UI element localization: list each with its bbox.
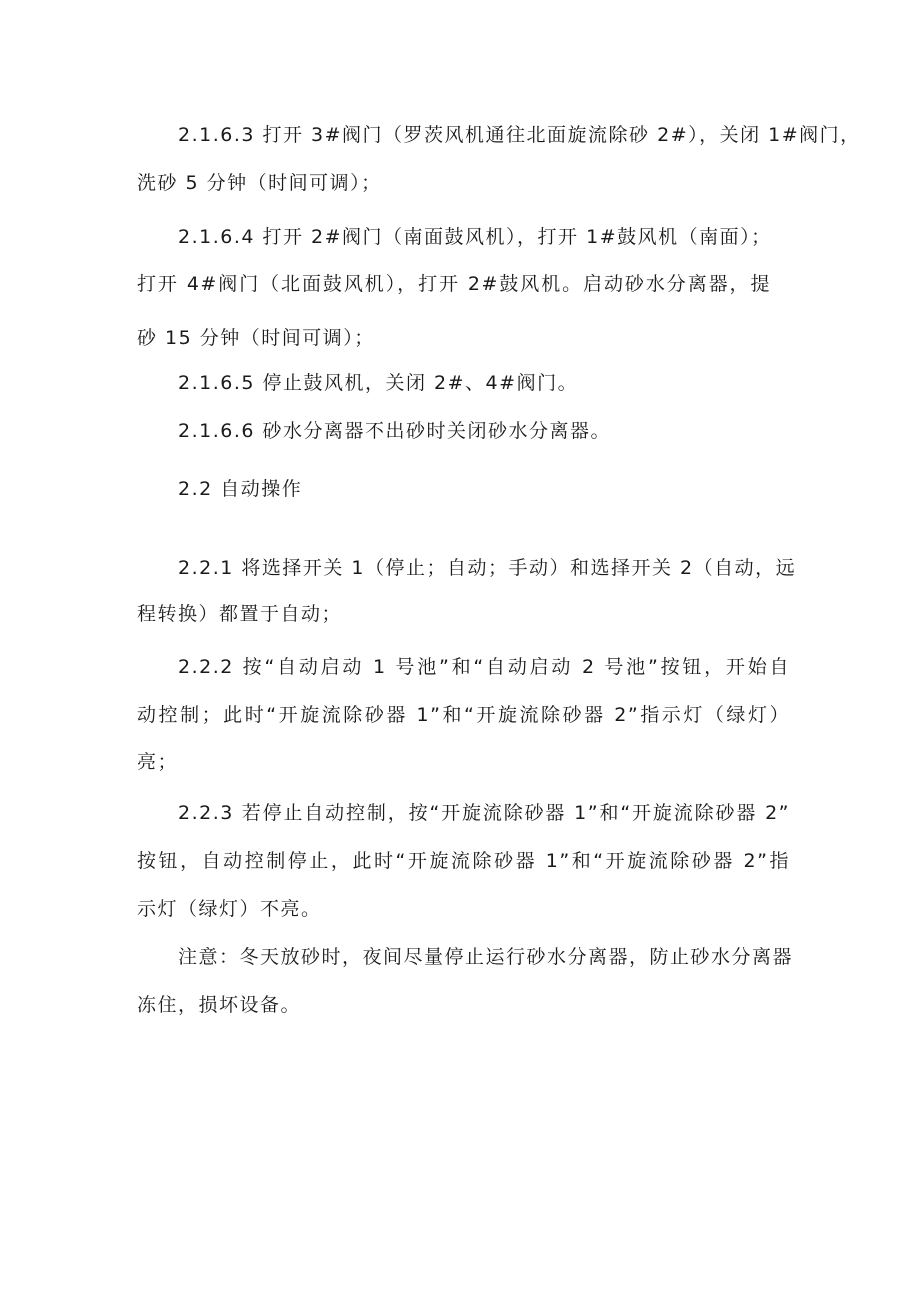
- paragraph-line: 2.2.1 将选择开关 1（停止；自动；手动）和选择开关 2（自动，远: [178, 557, 797, 579]
- paragraph-line: 程转换）都置于自动；: [137, 603, 343, 625]
- paragraph-line: 2.1.6.4 打开 2#阀门（南面鼓风机），打开 1#鼓风机（南面）；: [178, 226, 772, 248]
- paragraph-line: 2.2.3 若停止自动控制，按“开旋流除砂器 1”和“开旋流除砂器 2”: [178, 802, 790, 824]
- section-heading: 2.2 自动操作: [178, 478, 303, 500]
- paragraph-line: 按钮，自动控制停止，此时“开旋流除砂器 1”和“开旋流除砂器 2”指: [137, 850, 790, 872]
- paragraph-line: 示灯（绿灯）不亮。: [137, 898, 322, 920]
- paragraph-line: 动控制；此时“开旋流除砂器 1”和“开旋流除砂器 2”指示灯（绿灯）: [137, 704, 790, 726]
- paragraph-line: 2.1.6.5 停止鼓风机，关闭 2#、4#阀门。: [178, 372, 579, 394]
- paragraph-line: 打开 4#阀门（北面鼓风机），打开 2#鼓风机。启动砂水分离器，提: [137, 273, 771, 295]
- paragraph-line: 2.2.2 按“自动启动 1 号池”和“自动启动 2 号池”按钮，开始自: [178, 656, 790, 678]
- paragraph-line: 冻住，损坏设备。: [137, 994, 302, 1016]
- paragraph-line: 2.1.6.6 砂水分离器不出砂时关闭砂水分离器。: [178, 420, 612, 442]
- paragraph-line: 注意：冬天放砂时，夜间尽量停止运行砂水分离器，防止砂水分离器: [178, 946, 794, 968]
- paragraph-line: 2.1.6.3 打开 3#阀门（罗茨风机通往北面旋流除砂 2#），关闭 1#阀门，: [178, 124, 861, 146]
- paragraph-line: 洗砂 5 分钟（时间可调）；: [137, 172, 382, 194]
- paragraph-line: 砂 15 分钟（时间可调）；: [137, 327, 375, 349]
- paragraph-line: 亮；: [137, 751, 179, 773]
